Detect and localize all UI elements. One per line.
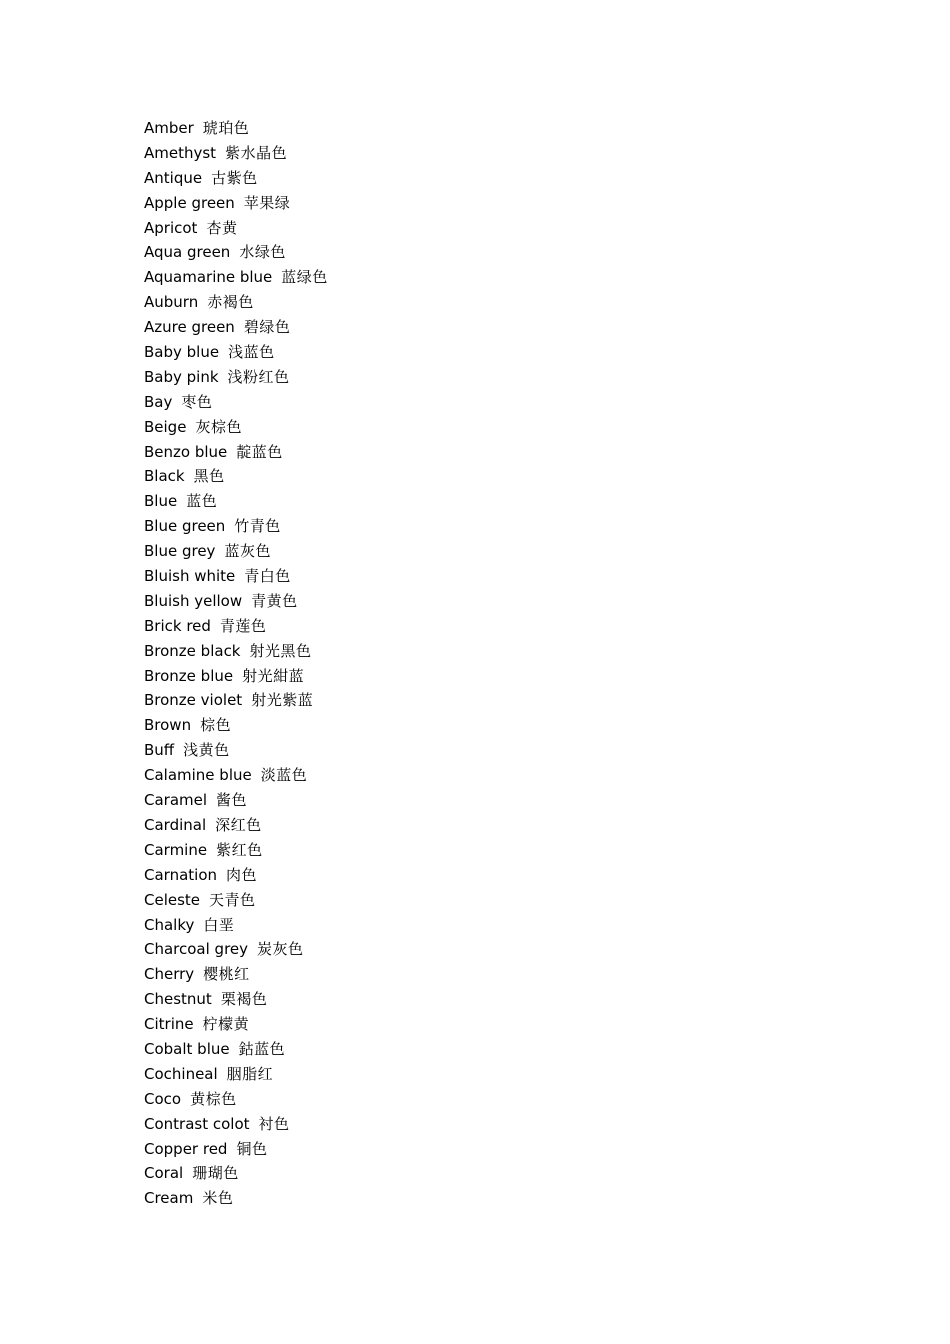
chinese-term: 浅粉红色: [227, 367, 290, 386]
english-term: Citrine: [144, 1015, 194, 1034]
list-item: [144, 216, 328, 241]
list-item: [144, 589, 328, 614]
english-term: Coco: [144, 1089, 182, 1108]
chinese-term: 苹果绿: [243, 193, 291, 212]
list-item: [144, 1137, 328, 1162]
chinese-term: 竹青色: [234, 517, 281, 536]
english-term: Antique: [144, 168, 203, 187]
list-item: [144, 1087, 328, 1112]
chinese-term: 铜色: [236, 1139, 268, 1158]
list-item: [144, 1037, 328, 1062]
english-term: Buff: [144, 741, 175, 760]
english-term: Cherry: [144, 965, 195, 984]
list-item: [144, 340, 328, 365]
list-item: [144, 664, 328, 689]
list-item: [144, 987, 328, 1012]
chinese-term: 靛蓝色: [236, 442, 283, 461]
english-term: Apple green: [144, 193, 235, 212]
list-item: [144, 863, 328, 888]
english-term: Beige: [144, 417, 187, 436]
english-term: Bronze blue: [144, 666, 234, 685]
english-term: Amber: [144, 119, 194, 137]
chinese-term: 青黄色: [251, 591, 298, 610]
chinese-term: 射光紫蓝: [251, 691, 314, 710]
list-item: [144, 141, 328, 166]
list-item: [144, 713, 328, 738]
chinese-term: 赤褐色: [207, 293, 254, 312]
english-term: Copper red: [144, 1139, 228, 1158]
list-item: [144, 913, 328, 938]
chinese-term: 浅蓝色: [228, 343, 275, 362]
english-term: Chalky: [144, 915, 195, 934]
chinese-term: 紫水晶色: [225, 143, 288, 162]
english-term: Blue grey: [144, 542, 216, 561]
chinese-term: 青白色: [244, 567, 291, 586]
list-item: [144, 265, 328, 290]
chinese-term: 衬色: [258, 1114, 290, 1133]
chinese-term: 棕色: [200, 716, 232, 735]
chinese-term: 樱桃红: [203, 965, 250, 984]
chinese-term: 酱色: [216, 791, 248, 810]
chinese-term: 天青色: [209, 890, 256, 909]
list-item: [144, 614, 328, 639]
chinese-term: 紫红色: [216, 840, 263, 859]
english-term: Brick red: [144, 616, 211, 635]
chinese-term: 米色: [202, 1189, 234, 1208]
chinese-term: 黑色: [193, 467, 225, 486]
chinese-term: 水绿色: [239, 243, 286, 262]
list-item: [144, 415, 328, 440]
english-term: Bronze violet: [144, 691, 243, 710]
list-item: [144, 1012, 328, 1037]
chinese-term: 深红色: [215, 815, 262, 834]
list-item: [144, 390, 328, 415]
list-item: [144, 315, 328, 340]
list-item: [144, 514, 328, 539]
english-term: Auburn: [144, 293, 199, 312]
english-term: Cardinal: [144, 815, 207, 834]
chinese-term: 古紫色: [211, 168, 258, 187]
chinese-term: 柠檬黄: [202, 1015, 250, 1034]
chinese-term: 射光黑色: [249, 641, 312, 660]
list-item: [144, 838, 328, 863]
list-item: [144, 1062, 328, 1087]
list-item: [144, 763, 328, 788]
english-term: Aqua green: [144, 243, 231, 262]
list-item: [144, 365, 328, 390]
english-term: Azure green: [144, 318, 235, 337]
list-item: [144, 639, 328, 664]
english-term: Cobalt blue: [144, 1039, 230, 1058]
chinese-term: 青莲色: [219, 616, 267, 635]
chinese-term: 杏黄: [206, 218, 238, 237]
chinese-term: 枣色: [181, 392, 213, 411]
english-term: Aquamarine blue: [144, 268, 273, 287]
english-term: Blue: [144, 492, 178, 511]
english-term: Baby pink: [144, 367, 219, 386]
chinese-term: 珊瑚色: [192, 1164, 239, 1183]
list-item: [144, 240, 328, 265]
chinese-term: 淡蓝色: [260, 766, 308, 785]
english-term: Bluish yellow: [144, 591, 243, 610]
chinese-term: 蓝绿色: [281, 268, 328, 287]
list-item: [144, 440, 328, 465]
chinese-term: 白垩: [203, 915, 235, 934]
english-term: Amethyst: [144, 143, 217, 162]
english-term: Brown: [144, 716, 192, 735]
chinese-term: 蓝灰色: [224, 542, 271, 561]
english-term: Apricot: [144, 218, 198, 237]
english-term: Carmine: [144, 840, 208, 859]
chinese-term: 灰棕色: [195, 417, 242, 436]
chinese-term: 琥珀色: [202, 119, 250, 137]
chinese-term: 浅黄色: [183, 741, 230, 760]
list-item: [144, 688, 328, 713]
chinese-term: 栗褐色: [220, 990, 268, 1009]
chinese-term: 黄棕色: [190, 1089, 237, 1108]
list-item: [144, 788, 328, 813]
list-item: [144, 1112, 328, 1137]
list-item: [144, 738, 328, 763]
list-item: [144, 489, 328, 514]
chinese-term: 鈷蓝色: [238, 1039, 286, 1058]
list-item: [144, 191, 328, 216]
english-term: Bluish white: [144, 567, 236, 586]
english-term: Cochineal: [144, 1064, 218, 1083]
list-item: [144, 888, 328, 913]
english-term: Coral: [144, 1164, 184, 1183]
english-term: Baby blue: [144, 343, 220, 362]
english-term: Calamine blue: [144, 766, 252, 785]
list-item: [144, 1186, 328, 1211]
english-term: Chestnut: [144, 990, 212, 1009]
english-term: Blue green: [144, 517, 226, 536]
list-item: [144, 813, 328, 838]
chinese-term: 炭灰色: [257, 940, 304, 959]
english-term: Black: [144, 467, 185, 486]
english-term: Cream: [144, 1189, 194, 1208]
chinese-term: 胭脂红: [226, 1064, 274, 1083]
list-item: [144, 962, 328, 987]
list-item: [144, 937, 328, 962]
english-term: Carnation: [144, 865, 218, 884]
english-term: Caramel: [144, 791, 208, 810]
chinese-term: 肉色: [226, 865, 258, 884]
english-term: Benzo blue: [144, 442, 228, 461]
list-item: [144, 290, 328, 315]
list-item: [144, 464, 328, 489]
list-item: [144, 166, 328, 191]
chinese-term: 射光紺蓝: [242, 666, 305, 685]
english-term: Celeste: [144, 890, 201, 909]
list-item: [144, 1161, 328, 1186]
list-item: [144, 539, 328, 564]
color-term-list: [144, 116, 328, 1211]
english-term: Charcoal grey: [144, 940, 249, 959]
english-term: Contrast colot: [144, 1114, 250, 1133]
english-term: Bronze black: [144, 641, 241, 660]
english-term: Bay: [144, 392, 173, 411]
chinese-term: 蓝色: [186, 492, 218, 511]
list-item: [144, 116, 328, 141]
list-item: [144, 564, 328, 589]
chinese-term: 碧绿色: [243, 318, 291, 337]
